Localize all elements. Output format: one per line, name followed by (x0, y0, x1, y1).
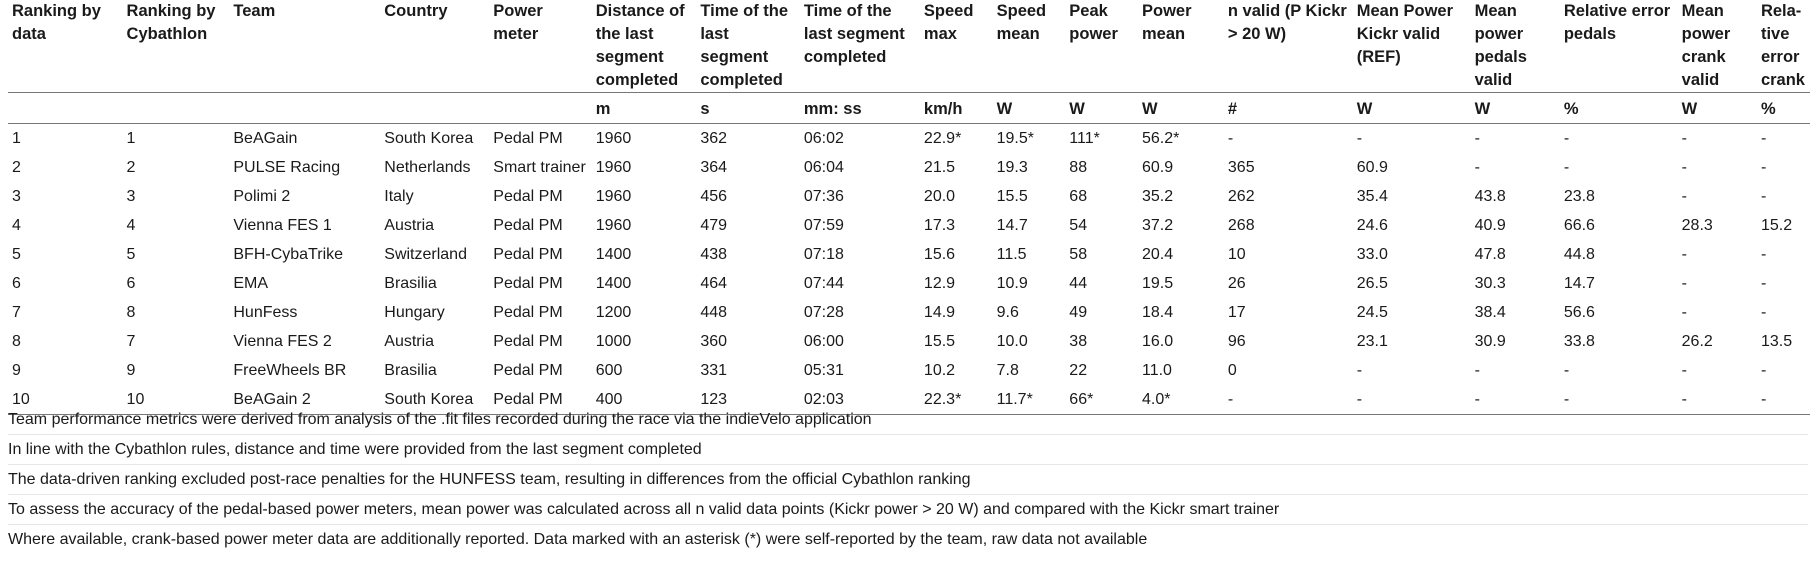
column-header: Distance of the last segment completed (595, 2, 685, 89)
column-header: Peak power (1069, 2, 1118, 43)
column-unit (123, 93, 230, 124)
table-cell: - (1353, 124, 1471, 154)
table-cell: 123 (696, 385, 800, 415)
table-cell: 0 (1227, 361, 1237, 379)
table-cell: 11.7* (993, 385, 1066, 415)
table-cell: 33.8 (1563, 332, 1595, 350)
table-cell: 268 (1227, 216, 1255, 234)
footnote: To assess the accuracy of the pedal-based power meters, mean power was calculated across all n valid data points (Kickr power > 20 W) and compared with the Kickr smart trainer (8, 495, 1808, 525)
table-cell: 56.2* (1138, 124, 1224, 154)
table-cell: Pedal PM (493, 303, 563, 321)
table-cell: - (1681, 361, 1687, 379)
table-cell: - (1474, 361, 1480, 379)
column-header: n valid (P Kickr > 20 W) (1227, 2, 1347, 43)
table-cell: 07:36 (803, 187, 844, 205)
table-cell: 15.2 (1760, 216, 1793, 234)
table-cell: 9 (12, 361, 21, 379)
table-cell: 26 (1227, 274, 1246, 292)
table-cell: 38.4 (1474, 303, 1506, 321)
table-cell: 4.0* (1138, 385, 1224, 415)
table-cell: 49 (1069, 303, 1088, 321)
column-unit (8, 93, 123, 124)
table-cell: 66* (1065, 385, 1138, 415)
column-unit: W (1353, 93, 1471, 124)
table-cell: 17 (1227, 303, 1246, 321)
table-cell: Pedal PM (493, 245, 563, 263)
table-cell: - (1760, 361, 1767, 379)
column-header: Time of the last segment completed (700, 2, 789, 89)
table-cell: 22 (1069, 361, 1088, 379)
table-cell: Austria (384, 216, 435, 234)
table-cell: Italy (384, 187, 414, 205)
table-cell: Netherlands (384, 158, 471, 176)
table-cell: 11.5 (996, 245, 1027, 263)
table-cell: Pedal PM (489, 124, 591, 154)
table-cell: Polimi 2 (233, 187, 291, 205)
table-cell: 14.7 (1563, 274, 1595, 292)
table-cell: - (1471, 124, 1560, 154)
table-cell: 20.4 (1141, 245, 1174, 263)
table-cell: 6 (126, 274, 136, 292)
table-cell: 20.0 (923, 187, 956, 205)
table-cell: 9 (126, 361, 136, 379)
table-cell: 02:03 (800, 385, 920, 415)
table-cell: - (1224, 385, 1353, 415)
table-cell: - (1681, 158, 1687, 176)
column-unit: s (696, 93, 800, 124)
table-cell: 10 (1227, 245, 1246, 263)
footnote: In line with the Cybathlon rules, distance and time were provided from the last segment completed (8, 435, 1808, 465)
table-cell: 8 (12, 332, 21, 350)
footnote: The data-driven ranking excluded post-race penalties for the HUNFESS team, resulting in differences from the official Cybathlon ranking (8, 465, 1808, 495)
table-cell: 1400 (595, 274, 632, 292)
table-cell: 05:31 (803, 361, 844, 379)
table-cell: 30.3 (1474, 274, 1506, 292)
table-cell: - (1681, 187, 1687, 205)
column-unit: km/h (920, 93, 993, 124)
table-cell: 19.3 (996, 158, 1028, 176)
table-cell: - (1563, 158, 1570, 176)
table-cell: Hungary (384, 303, 445, 321)
table-cell: 1200 (595, 303, 632, 321)
table-cell: 400 (592, 385, 697, 415)
table-cell: 07:44 (803, 274, 844, 292)
table-cell: - (1678, 124, 1757, 154)
table-row (8, 124, 1810, 154)
table-cell: 88 (1069, 158, 1088, 176)
table-cell: 331 (700, 361, 728, 379)
column-header: Ranking by data (12, 2, 101, 43)
column-unit: W (1065, 93, 1138, 124)
table-cell: 06:04 (803, 158, 844, 176)
table-cell: 24.5 (1356, 303, 1388, 321)
table-cell: EMA (233, 274, 269, 292)
column-unit: mm: ss (800, 93, 920, 124)
table-cell: 10 (8, 385, 123, 415)
table-cell: 8 (126, 303, 136, 321)
column-header: Power mean (1141, 2, 1192, 43)
table-cell: Smart trainer (493, 158, 586, 176)
table-cell: - (1760, 158, 1767, 176)
table-cell: 600 (595, 361, 623, 379)
table-cell: HunFess (233, 303, 298, 321)
table-cell: 06:00 (803, 332, 844, 350)
table-cell: 35.4 (1356, 187, 1388, 205)
table-cell: - (1757, 124, 1810, 154)
table-cell: 5 (12, 245, 21, 263)
table-cell: 16.0 (1141, 332, 1174, 350)
table-cell: Brasilia (384, 361, 437, 379)
table-cell: 464 (700, 274, 728, 292)
footnote: Team performance metrics were derived from analysis of the .fit files recorded during the race via the indieVelo application (8, 405, 1808, 435)
table-cell: 7.8 (996, 361, 1019, 379)
table-cell: - (1760, 187, 1767, 205)
table-cell: - (1681, 274, 1687, 292)
table-cell: 7 (12, 303, 21, 321)
table-cell: - (1681, 245, 1687, 263)
table-cell: - (1563, 361, 1570, 379)
column-unit (489, 93, 591, 124)
table-cell: 6 (12, 274, 21, 292)
table-cell: 17.3 (923, 216, 956, 234)
table-cell: 13.5 (1760, 332, 1793, 350)
table-row (8, 153, 1810, 182)
table-cell: 19.5 (1141, 274, 1174, 292)
table-row (8, 182, 1810, 211)
table-cell: 15.5 (996, 187, 1028, 205)
column-header: Rela-tive error crank (1760, 2, 1805, 89)
table-cell: 5 (126, 245, 136, 263)
column-unit: m (592, 93, 697, 124)
table-cell: 7 (126, 332, 136, 350)
table-cell: 56.6 (1563, 303, 1595, 321)
table-cell: 479 (700, 216, 728, 234)
table-cell: 96 (1227, 332, 1246, 350)
table-cell: 58 (1069, 245, 1088, 263)
table-cell: - (1471, 385, 1560, 415)
table-row (8, 240, 1810, 269)
table-cell: 365 (1227, 158, 1255, 176)
column-header: Ranking by Cybathlon (126, 2, 216, 43)
table-cell: South Korea (380, 124, 489, 154)
table-cell: 10.2 (923, 361, 956, 379)
column-header: Power meter (493, 2, 543, 43)
table-cell: 38 (1069, 332, 1088, 350)
column-header: Speed max (923, 2, 974, 43)
table-cell: South Korea (380, 385, 489, 415)
table-cell: - (1356, 361, 1363, 379)
table-cell: 1000 (595, 332, 632, 350)
table-cell: 28.3 (1681, 216, 1713, 234)
table-cell: 9.6 (996, 303, 1019, 321)
table-cell: 14.9 (923, 303, 956, 321)
table-cell: - (1474, 158, 1480, 176)
table-cell: 15.6 (923, 245, 956, 263)
table-cell: 11.0 (1141, 361, 1172, 379)
table-cell: 2 (12, 158, 21, 176)
table-row (8, 327, 1810, 356)
table-cell: 4 (126, 216, 136, 234)
table-cell: 3 (12, 187, 21, 205)
table-cell: 4 (12, 216, 21, 234)
column-header: Mean power pedals valid (1474, 2, 1527, 89)
table-cell: PULSE Racing (233, 158, 341, 176)
table-body (8, 124, 1810, 415)
table-cell: 448 (700, 303, 728, 321)
table-cell: - (1760, 274, 1767, 292)
table-cell: 37.2 (1141, 216, 1174, 234)
table-cell: 22.3* (920, 385, 993, 415)
column-header: Time of the last segment completed (803, 2, 905, 66)
table-cell: 26.2 (1681, 332, 1713, 350)
table-cell: - (1560, 124, 1678, 154)
table-cell: Pedal PM (493, 274, 563, 292)
table-cell: 66.6 (1563, 216, 1595, 234)
results-table (8, 0, 1810, 415)
table-cell: 456 (700, 187, 728, 205)
table-cell: Brasilia (384, 274, 437, 292)
table-cell: 23.8 (1563, 187, 1595, 205)
table-cell: 68 (1069, 187, 1088, 205)
table-cell: 1 (123, 124, 230, 154)
column-header: Speed mean (996, 2, 1047, 43)
table-cell: 1960 (592, 124, 697, 154)
table-cell: 10.9 (996, 274, 1028, 292)
table-cell: - (1224, 124, 1353, 154)
table-cell: 15.5 (923, 332, 956, 350)
table-cell: 07:59 (803, 216, 844, 234)
column-header: Relative error pedals (1563, 2, 1671, 43)
column-unit (380, 93, 489, 124)
table-row (8, 269, 1810, 298)
table-cell: Pedal PM (493, 361, 563, 379)
table-cell: 19.5* (993, 124, 1066, 154)
table-cell: Pedal PM (493, 187, 563, 205)
table-cell: 47.8 (1474, 245, 1506, 263)
column-unit: # (1224, 93, 1353, 124)
table-cell: 26.5 (1356, 274, 1388, 292)
table-cell: 262 (1227, 187, 1255, 205)
table-cell: Pedal PM (493, 216, 563, 234)
table-cell: 10 (123, 385, 230, 415)
table-cell: Austria (384, 332, 435, 350)
table-cell: 3 (126, 187, 136, 205)
table-cell: 1960 (595, 216, 632, 234)
column-unit: W (1678, 93, 1757, 124)
column-unit: W (1471, 93, 1560, 124)
table-cell: 54 (1069, 216, 1088, 234)
table-cell: 44 (1069, 274, 1088, 292)
table-cell: - (1353, 385, 1471, 415)
column-header: Mean power crank valid (1681, 2, 1731, 89)
table-cell: Pedal PM (493, 332, 563, 350)
table-cell: 18.4 (1141, 303, 1174, 321)
table-cell: - (1560, 385, 1678, 415)
table-cell: Switzerland (384, 245, 467, 263)
table-cell: 40.9 (1474, 216, 1506, 234)
table-cell: BFH-CybaTrike (233, 245, 344, 263)
table-cell: Pedal PM (489, 385, 591, 415)
table-cell: 1960 (595, 158, 632, 176)
units-row (8, 93, 1810, 124)
column-header: Team (233, 2, 276, 20)
table-cell: 33.0 (1356, 245, 1388, 263)
table-cell: 1400 (595, 245, 632, 263)
table-cell: 35.2 (1141, 187, 1174, 205)
table-cell: 30.9 (1474, 332, 1506, 350)
table-cell: - (1760, 303, 1767, 321)
column-header: Mean Power Kickr valid (REF) (1356, 2, 1454, 66)
table-cell: 10.0 (996, 332, 1028, 350)
table-cell: 12.9 (923, 274, 956, 292)
table-cell: BeAGain 2 (229, 385, 380, 415)
table-cell: 23.1 (1356, 332, 1388, 350)
table-cell: - (1757, 385, 1810, 415)
table-cell: 364 (700, 158, 728, 176)
column-unit (229, 93, 380, 124)
table-cell: - (1681, 303, 1687, 321)
table-cell: FreeWheels BR (233, 361, 347, 379)
column-unit: % (1560, 93, 1678, 124)
table-cell: 07:18 (803, 245, 844, 263)
table-cell: 438 (700, 245, 728, 263)
table-cell: 360 (700, 332, 728, 350)
table-row (8, 356, 1810, 385)
table-cell: 44.8 (1563, 245, 1595, 263)
table-cell: 60.9 (1356, 158, 1388, 176)
table-footnotes (8, 405, 1808, 554)
table-cell: - (1678, 385, 1757, 415)
column-header: Country (384, 2, 448, 20)
table-cell: Vienna FES 2 (233, 332, 332, 350)
table-cell: Vienna FES 1 (233, 216, 332, 234)
table-cell: 14.7 (996, 216, 1028, 234)
column-unit: W (993, 93, 1066, 124)
column-unit: % (1757, 93, 1810, 124)
table-cell: 21.5 (923, 158, 956, 176)
table-cell: 60.9 (1141, 158, 1174, 176)
table-cell: 1960 (595, 187, 632, 205)
table-cell: 43.8 (1474, 187, 1506, 205)
table-cell: 362 (696, 124, 800, 154)
table-cell: BeAGain (229, 124, 380, 154)
table-cell: 1 (8, 124, 123, 154)
column-unit: W (1138, 93, 1224, 124)
table-cell: 24.6 (1356, 216, 1388, 234)
table-cell: 06:02 (800, 124, 920, 154)
header-row (8, 0, 1810, 93)
table-cell: 07:28 (803, 303, 844, 321)
table-row (8, 211, 1810, 240)
table-cell: 111* (1065, 124, 1138, 154)
table-row (8, 298, 1810, 327)
table-cell: - (1760, 245, 1767, 263)
footnote: Where available, crank-based power meter data are additionally reported. Data marked with an asterisk (*) were self-reported by the team, raw data not available (8, 531, 1148, 548)
table-cell: 2 (126, 158, 136, 176)
table-cell: 22.9* (920, 124, 993, 154)
